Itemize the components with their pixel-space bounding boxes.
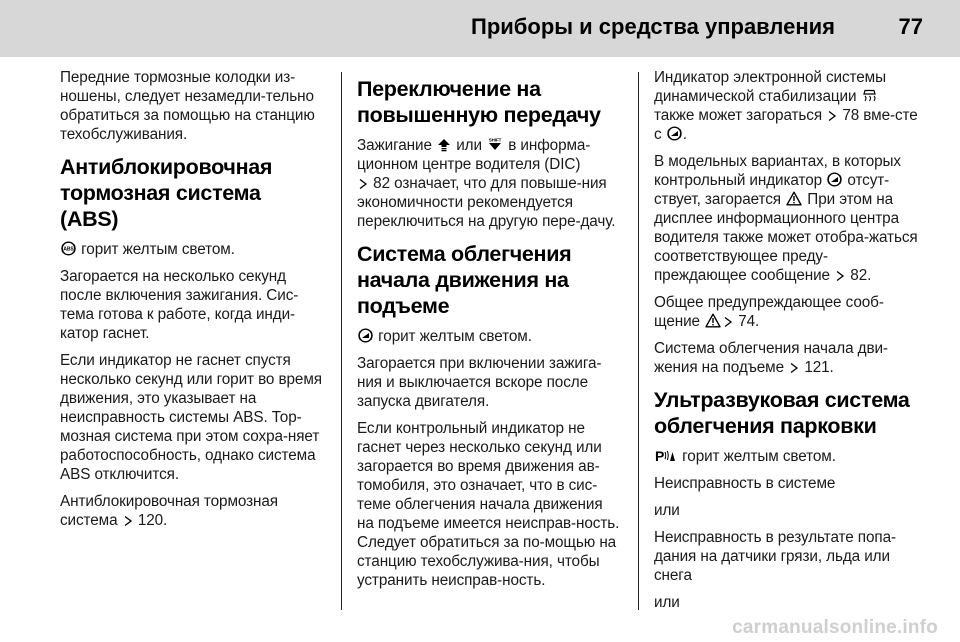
- esc-text-a: Индикатор электронной системы динамической стабилизации: [654, 69, 886, 105]
- parking-or-2: или: [654, 594, 680, 611]
- upshift-text-b: в информа-ционном центре водителя (DIC): [357, 137, 591, 173]
- column-1: [60, 68, 324, 538]
- esc2-text-a: В модельных вариантах, в которых контрольный индикатор: [654, 153, 901, 189]
- hill-start-paragraph-2: Если контрольный индикатор не гаснет через несколько секунд или загорается во время движения ав-томобиля, это означает, что в сис-теме облегчения начала движения на подъеме имеется неисправ-ность. Следует обратиться за по-мощью на станцию техобслужива-ния, чтобы устранить неисправ-ность.: [357, 420, 620, 589]
- esc-skid-car-icon: [862, 88, 877, 103]
- abs-status: [60, 240, 324, 259]
- esc-paragraph-4: [654, 339, 918, 377]
- page-header: [0, 0, 960, 57]
- esc4-text-a: Система облегчения начала дви-жения на подъеме: [654, 340, 888, 376]
- esc4-ref[interactable]: 121.: [804, 359, 834, 376]
- upshift-paragraph: [357, 136, 621, 231]
- hill-start-paragraph-1: Загорается при включении зажига-ния и выключается вскоре после запуска двигателя.: [357, 355, 602, 410]
- upshift-arrow-icon: [437, 138, 451, 152]
- hill-start-heading: Система облегчения начала движения на подъеме: [357, 242, 572, 318]
- abs-warning-icon: [61, 241, 76, 256]
- svg-text:SHIFT: SHIFT: [488, 137, 502, 143]
- upshift-text-a: Зажигание: [357, 137, 432, 154]
- esc2-text-b: отсут-ствует, загорается: [654, 172, 890, 208]
- abs-reference: [60, 492, 324, 530]
- esc-text-end: .: [682, 126, 687, 143]
- esc3-text-a: Общее предупреждающее сооб-щение: [654, 294, 884, 330]
- esc3-ref[interactable]: 74.: [738, 313, 760, 330]
- parking-sensor-icon: [655, 448, 677, 463]
- hill-start-assist-icon: [827, 172, 842, 187]
- parking-or-1: или: [654, 502, 680, 519]
- parking-fault-2: Неисправность в результате попа-дания на датчики грязи, льда или снега: [654, 529, 896, 584]
- column-divider: [638, 72, 639, 610]
- esc-text-b: также может загораться: [654, 107, 823, 124]
- esc-paragraph-1: [654, 68, 918, 144]
- svg-text:ABS: ABS: [63, 246, 74, 253]
- column-3: [654, 68, 918, 620]
- esc-paragraph-3: [654, 293, 918, 331]
- chapter-title: Приборы и средства управления: [471, 14, 835, 39]
- esc-text-ref: 78 вме-сте с: [654, 107, 918, 143]
- shift-indicator-icon: [487, 137, 503, 152]
- page-ref-arrow-icon: [789, 362, 799, 374]
- warning-triangle-icon: [705, 313, 721, 328]
- abs-status-text: горит желтым светом.: [81, 241, 235, 258]
- upshift-text-c: 82 означает, что для повыше-ния экономичности рекомендуется переключиться на другую пере-дачу.: [357, 175, 616, 230]
- warning-triangle-icon: [786, 191, 802, 206]
- abs-heading: Антиблокировочная тормозная система (ABS): [60, 155, 273, 231]
- abs-reference-text: Антиблокировочная тормозная система: [60, 493, 278, 529]
- page-ref-arrow-icon: [827, 110, 837, 122]
- upshift-heading: Переключение на повышенную передачу: [357, 77, 601, 127]
- parking-fault-1: Неисправность в системе: [654, 475, 836, 492]
- esc2-text-c: При этом на дисплее информационного центра водителя также может отобра-жаться соответствующее преду-преждающее сообщение: [654, 191, 918, 284]
- hill-start-status: [357, 327, 621, 346]
- hill-start-status-text: горит желтым светом.: [378, 328, 532, 345]
- esc2-ref[interactable]: 82.: [850, 267, 872, 284]
- esc-paragraph-2: [654, 152, 918, 285]
- hill-start-assist-icon: [358, 328, 373, 343]
- svg-text:P: P: [655, 448, 665, 463]
- parking-assist-status: [654, 447, 918, 466]
- column-2: [357, 68, 621, 598]
- abs-paragraph-2: Если индикатор не гаснет спустя несколько секунд или горит во время движения, это указывает на неисправность системы ABS. Тор-мозная система при этом сохра-няет работоспособность, однако система ABS отключится.: [60, 352, 322, 483]
- hill-start-assist-icon: [667, 126, 682, 141]
- watermark-brand: carmanualsonline.info: [732, 617, 938, 638]
- page-number: 77: [898, 14, 923, 39]
- page-ref-arrow-icon: [358, 178, 368, 190]
- page-ref-arrow-icon: [835, 270, 845, 282]
- parking-assist-status-text: горит желтым светом.: [682, 448, 836, 465]
- column-divider: [341, 72, 342, 610]
- abs-paragraph-1: Загорается на несколько секунд после включения зажигания. Сис-тема готова к работе, когда инди-катор гаснет.: [60, 268, 299, 342]
- upshift-text-or: или: [456, 137, 482, 154]
- abs-reference-page[interactable]: 120.: [137, 512, 168, 529]
- parking-assist-heading: Ультразвуковая система облегчения парковки: [654, 388, 910, 438]
- page-ref-arrow-icon: [123, 515, 133, 527]
- page-ref-arrow-icon: [723, 316, 733, 328]
- brake-pads-text: Передние тормозные колодки из-ношены, следует незамедли-тельно обратиться за помощью на станцию техобслуживания.: [60, 69, 315, 143]
